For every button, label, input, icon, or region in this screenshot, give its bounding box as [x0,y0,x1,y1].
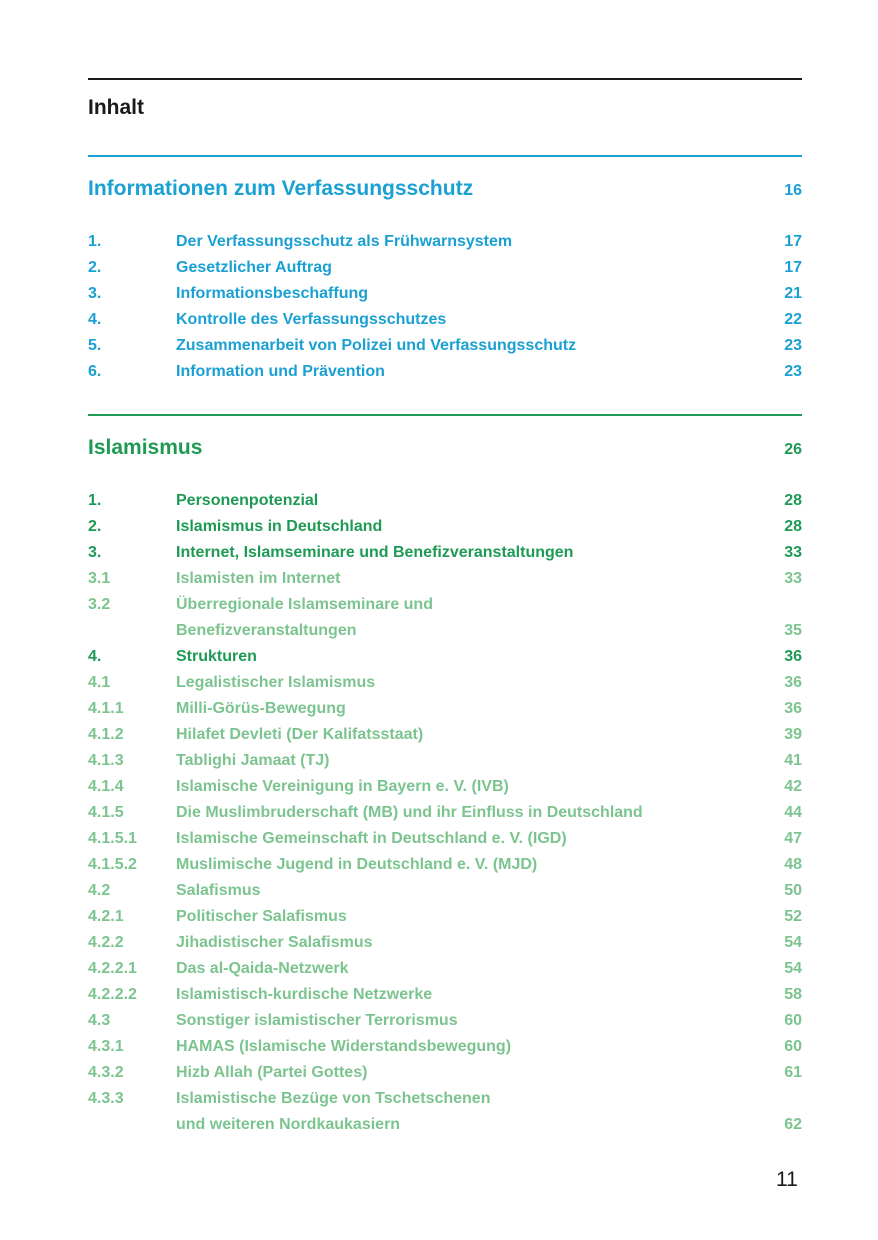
section-rule-islamismus [88,414,802,416]
toc-entry-page: 17 [784,233,802,250]
toc-entry-title: Personenpotenzial [176,492,319,509]
toc-entry-number: 4.2.2.1 [88,960,137,977]
toc-entry-number: 3. [88,285,102,302]
toc-entry-page: 42 [784,778,802,795]
toc-entry-page: 62 [784,1116,802,1133]
toc-entry-number: 4.2 [88,882,111,899]
toc-entry-page: 54 [784,934,802,951]
toc-entry[interactable] [88,748,802,774]
toc-list-verfassungsschutz [88,229,802,385]
section-heading-islamismus [88,434,802,462]
toc-entry-number: 4.1.5.1 [88,830,137,847]
toc-entry-title: Islamisten im Internet [176,570,341,587]
toc-entry-number: 1. [88,233,102,250]
toc-entry-number: 2. [88,259,102,276]
toc-entry-title: Islamische Gemeinschaft in Deutschland e. V. (IGD) [176,830,567,847]
toc-entry-page: 23 [784,363,802,380]
toc-entry[interactable] [88,774,802,800]
toc-entry-number: 4.2.2.2 [88,986,137,1003]
toc-entry-page: 17 [784,259,802,276]
toc-entry-title: Islamistische Bezüge von Tschetschenen [176,1090,491,1107]
toc-entry-title: Jihadistischer Salafismus [176,934,373,951]
toc-entry-title: Islamistisch-kurdische Netzwerke [176,986,433,1003]
toc-entry[interactable] [88,956,802,982]
page-number: 11 [776,1168,798,1191]
section-page-number: 16 [784,182,802,199]
toc-entry-number: 3.1 [88,570,111,587]
toc-entry-number: 3. [88,544,102,561]
toc-entry-page: 48 [784,856,802,873]
toc-entry-title: Das al-Qaida-Netzwerk [176,960,349,977]
toc-entry-number: 4.2.2 [88,934,124,951]
toc-page [88,0,802,1240]
toc-entry-title: Hizb Allah (Partei Gottes) [176,1064,368,1081]
toc-entry[interactable] [88,592,802,644]
toc-entry-number: 4.1.5.2 [88,856,137,873]
toc-entry[interactable] [88,878,802,904]
toc-entry-page: 21 [784,285,802,302]
toc-entry-title: Tablighi Jamaat (TJ) [176,752,330,769]
section-page-number: 26 [784,441,802,458]
toc-entry-page: 61 [784,1064,802,1081]
toc-entry-number: 4.1 [88,674,111,691]
toc-entry-title: Zusammenarbeit von Polizei und Verfassungsschutz [176,337,577,354]
toc-entry-page: 58 [784,986,802,1003]
toc-entry-number: 4. [88,648,102,665]
toc-entry[interactable] [88,540,802,566]
toc-entry-number: 4.3 [88,1012,111,1029]
toc-entry[interactable] [88,255,802,281]
toc-entry-title: Internet, Islamseminare und Benefizveranstaltungen [176,544,574,561]
toc-entry-page: 36 [784,674,802,691]
toc-entry-page: 35 [784,622,802,639]
toc-entry-number: 3.2 [88,596,111,613]
toc-entry[interactable] [88,229,802,255]
toc-list-islamismus [88,488,802,1138]
toc-entry[interactable] [88,1060,802,1086]
toc-entry-title-continued: und weiteren Nordkaukasiern [176,1116,401,1133]
toc-entry-title: Gesetzlicher Auftrag [176,259,332,276]
toc-entry-title: Islamische Vereinigung in Bayern e. V. (IVB) [176,778,509,795]
top-rule [88,78,802,80]
toc-entry-page: 36 [784,648,802,665]
toc-entry-title: Der Verfassungsschutz als Frühwarnsystem [176,233,513,250]
toc-entry[interactable] [88,722,802,748]
toc-entry-title: Die Muslimbruderschaft (MB) und ihr Einfluss in Deutschland [176,804,643,821]
toc-entry-title: Strukturen [176,648,257,665]
toc-entry-title: Politischer Salafismus [176,908,347,925]
toc-entry[interactable] [88,826,802,852]
toc-entry-page: 39 [784,726,802,743]
toc-entry[interactable] [88,566,802,592]
toc-entry-page: 52 [784,908,802,925]
toc-entry-number: 6. [88,363,102,380]
toc-entry[interactable] [88,1034,802,1060]
toc-entry[interactable] [88,930,802,956]
section-title: Islamismus [88,436,203,459]
toc-entry-page: 47 [784,830,802,847]
toc-entry[interactable] [88,1008,802,1034]
toc-entry-title: Überregionale Islamseminare und [176,596,433,613]
toc-entry-number: 4.1.5 [88,804,124,821]
toc-entry[interactable] [88,644,802,670]
toc-entry-title: HAMAS (Islamische Widerstandsbewegung) [176,1038,512,1055]
toc-entry-title: Legalistischer Islamismus [176,674,376,691]
toc-entry-page: 44 [784,804,802,821]
toc-entry-number: 4.1.1 [88,700,124,717]
toc-entry[interactable] [88,333,802,359]
toc-entry-page: 28 [784,492,802,509]
section-title: Informationen zum Verfassungsschutz [88,177,474,200]
toc-entry-number: 4.3.3 [88,1090,124,1107]
toc-entry-page: 36 [784,700,802,717]
toc-entry-number: 4.3.2 [88,1064,124,1081]
toc-entry-page: 54 [784,960,802,977]
toc-entry-page: 33 [784,544,802,561]
page-title: Inhalt [88,96,144,119]
toc-entry[interactable] [88,982,802,1008]
toc-entry-number: 4.3.1 [88,1038,124,1055]
toc-entry-title: Sonstiger islamistischer Terrorismus [176,1012,458,1029]
toc-entry[interactable] [88,800,802,826]
toc-entry[interactable] [88,904,802,930]
toc-entry-page: 23 [784,337,802,354]
toc-entry[interactable] [88,359,802,385]
toc-entry[interactable] [88,696,802,722]
toc-entry-number: 4.1.2 [88,726,124,743]
toc-entry-title: Information und Prävention [176,363,385,380]
toc-entry-title-continued: Benefizveranstaltungen [176,622,357,639]
toc-entry[interactable] [88,852,802,878]
toc-entry-title: Milli-Görüs-Bewegung [176,700,346,717]
toc-entry[interactable] [88,488,802,514]
toc-entry-page: 28 [784,518,802,535]
toc-entry-title: Hilafet Devleti (Der Kalifatsstaat) [176,726,424,743]
toc-entry-number: 5. [88,337,102,354]
toc-entry-number: 2. [88,518,102,535]
toc-entry[interactable] [88,281,802,307]
toc-entry[interactable] [88,1086,802,1138]
toc-entry[interactable] [88,514,802,540]
toc-entry-page: 22 [784,311,802,328]
toc-entry[interactable] [88,307,802,333]
section-heading-verfassungsschutz [88,175,802,203]
toc-entry-page: 33 [784,570,802,587]
toc-entry-number: 1. [88,492,102,509]
toc-entry-title: Salafismus [176,882,261,899]
toc-entry-title: Kontrolle des Verfassungsschutzes [176,311,447,328]
toc-entry[interactable] [88,670,802,696]
toc-entry-number: 4.1.4 [88,778,124,795]
toc-entry-number: 4. [88,311,102,328]
toc-entry-title: Islamismus in Deutschland [176,518,383,535]
toc-entry-number: 4.1.3 [88,752,124,769]
toc-entry-page: 41 [784,752,802,769]
toc-entry-number: 4.2.1 [88,908,124,925]
toc-entry-page: 60 [784,1012,802,1029]
section-rule-verfassungsschutz [88,155,802,157]
toc-entry-page: 60 [784,1038,802,1055]
toc-entry-page: 50 [784,882,802,899]
toc-entry-title: Informationsbeschaffung [176,285,369,302]
toc-entry-title: Muslimische Jugend in Deutschland e. V. (MJD) [176,856,538,873]
